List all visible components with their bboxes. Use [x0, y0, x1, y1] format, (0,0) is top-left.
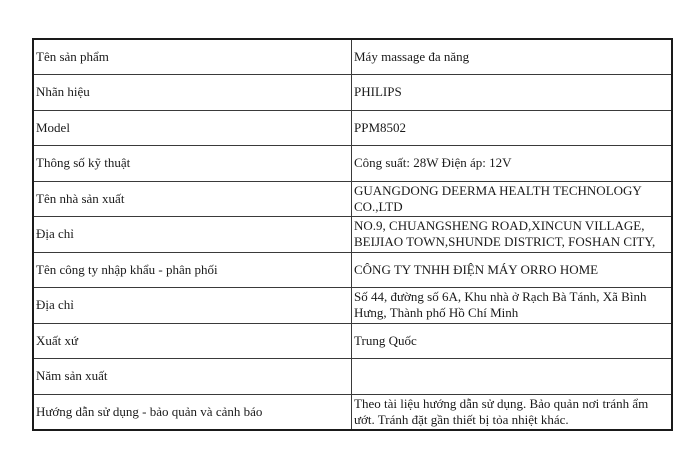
table-row-product-name	[33, 39, 672, 75]
row-label: Model	[33, 110, 352, 146]
row-label: Tên nhà sản xuất	[33, 181, 352, 217]
table-row-manufacturer	[33, 181, 672, 217]
row-label: Hướng dẫn sử dụng - bảo quản và cảnh báo	[33, 394, 352, 430]
table-row-importer-address	[33, 288, 672, 324]
product-spec-table	[32, 38, 673, 431]
row-label: Năm sản xuất	[33, 359, 352, 395]
row-label: Nhãn hiệu	[33, 75, 352, 111]
table-row-manufacturer-address	[33, 217, 672, 253]
row-value: Số 44, đường số 6A, Khu nhà ở Rạch Bà Tánh, Xã Bình Hưng, Thành phố Hồ Chí Minh	[352, 288, 673, 324]
table-row-manufacture-year	[33, 359, 672, 395]
row-value: PPM8502	[352, 110, 673, 146]
table-row-specs	[33, 146, 672, 182]
table-row-origin	[33, 323, 672, 359]
row-label: Xuất xứ	[33, 323, 352, 359]
row-label: Địa chỉ	[33, 288, 352, 324]
row-value: Máy massage đa năng	[352, 39, 673, 75]
row-value: NO.9, CHUANGSHENG ROAD,XINCUN VILLAGE, BEIJIAO TOWN,SHUNDE DISTRICT, FOSHAN CITY,	[352, 217, 673, 253]
row-label: Tên sản phẩm	[33, 39, 352, 75]
row-label: Thông số kỹ thuật	[33, 146, 352, 182]
table-row-model	[33, 110, 672, 146]
table-row-brand	[33, 75, 672, 111]
row-value: Theo tài liệu hướng dẫn sử dụng. Bảo quản nơi tránh ẩm ướt. Tránh đặt gần thiết bị tỏa nhiệt khác.	[352, 394, 673, 430]
row-value: Công suất: 28W Điện áp: 12V	[352, 146, 673, 182]
row-label: Địa chỉ	[33, 217, 352, 253]
row-value: CÔNG TY TNHH ĐIỆN MÁY ORRO HOME	[352, 252, 673, 288]
table-row-importer	[33, 252, 672, 288]
row-value	[352, 359, 673, 395]
row-value: GUANGDONG DEERMA HEALTH TECHNOLOGY CO.,LTD	[352, 181, 673, 217]
row-value: Trung Quốc	[352, 323, 673, 359]
row-label: Tên công ty nhập khẩu - phân phối	[33, 252, 352, 288]
row-value: PHILIPS	[352, 75, 673, 111]
table-row-usage-instructions	[33, 394, 672, 430]
